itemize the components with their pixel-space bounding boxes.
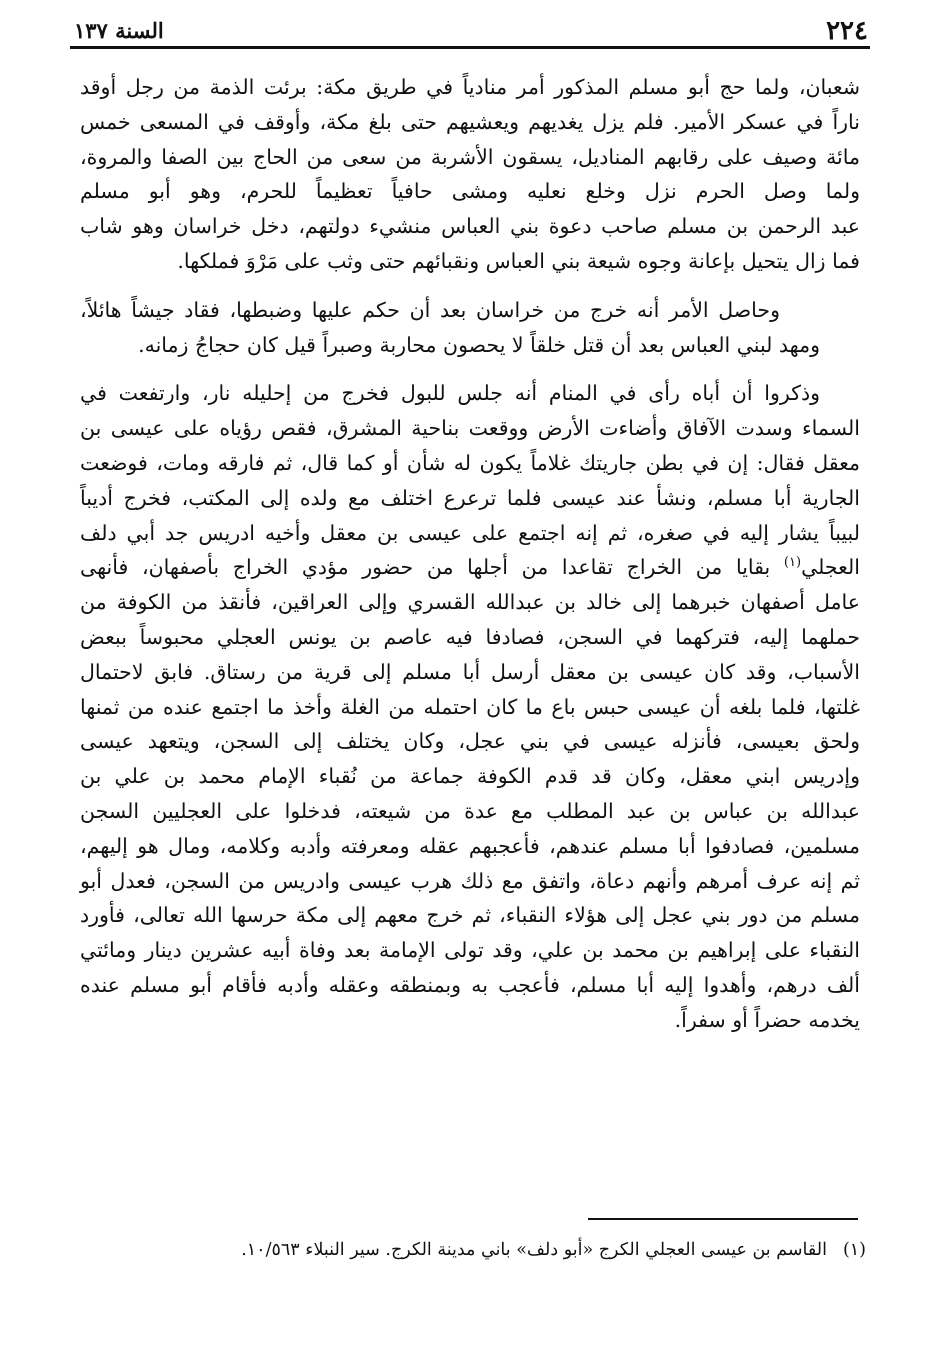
text-line: مائة وصيف على رقابهم المناديل، يسقون الأشربة من سعى من الحاج بين الصفا والمروة، xyxy=(80,144,860,169)
text-line: الأسباب، وقد كان عيسى بن معقل أرسل أبا مسلم إلى قرية من رستاق. فابق لاحتمال xyxy=(80,659,860,684)
text-line-with-footnote-ref xyxy=(80,550,860,585)
text-line: فما زال يتحيل بإعانة وجوه شيعة بني العباس ونقبائهم حتى وثب على مَرْوَ فملكها. xyxy=(177,248,860,273)
text-line: معقل فقال: إن في بطن جاريتك غلاماً يكون له شأن أو كما قال، ثم فارقه ومات، فوضعت xyxy=(80,450,860,475)
text-line: غلتها، فلما بلغه أن عيسى حبس باع ما كان احتمله من الغلة وأخذ ما اجتمع عنده من ثمنها xyxy=(80,694,860,719)
footnote-separator xyxy=(588,1218,858,1220)
text-line: ولحق بعيسى، فأنزله عيسى في بني عجل، وكان يختلف إلى السجن، ويتعهد عيسى xyxy=(80,729,860,754)
text-line: شعبان، ولما حج أبو مسلم المذكور أمر منادياً في طريق مكة: برئت الذمة من رجل أوقد xyxy=(80,75,860,99)
text-line: يخدمه حضراً أو سفراً. xyxy=(674,1007,860,1032)
text-line: وحاصل الأمر أنه خرج من خراسان بعد أن حكم عليها وضبطها، فقاد جيشاً هائلاً، xyxy=(80,297,780,322)
page-number: ٢٢٤ xyxy=(826,16,868,46)
footnote-text: القاسم بن عيسى العجلي الكرج «أبو دلف» باني مدينة الكرج. سير النبلاء ١٠/٥٦٣. xyxy=(241,1240,827,1260)
paragraph-1 xyxy=(80,70,860,279)
text-line: ومهد لبني العباس بعد أن قتل خلقاً لا يحصون محاربة وصبراً قيل كان حجاجُ زمانه. xyxy=(138,332,820,357)
text-line: ولما وصل الحرم نزل وخلع نعليه ومشى حافياً تعظيماً للحرم، وهو أبو مسلم xyxy=(80,179,860,204)
text-line: ناراً في عسكر الأمير. فلم يزل يغديهم ويعشيهم حتى بلغ مكة، وأوقف في المسعى خمس xyxy=(80,109,860,134)
text-line: حملهما إليه، فتركهما في السجن، فصادفا فيه عاصم بن يونس العجلي محبوساً ببعض xyxy=(80,624,860,649)
text-line: النقباء على إبراهيم بن محمد بن علي، وقد تولى الإمامة بعد وفاة أبيه عشرين دينار ومائتي xyxy=(80,938,860,963)
fn-line-after: بقايا من الخراج تقاعدا من أجلها من حضور مؤدي الخراج بأصفهان، فأنهى xyxy=(80,555,784,580)
text-line: الجارية أبا مسلم، ونشأ عند عيسى فلما ترعرع اختلف مع ولده إلى المكتب، فخرج أديباً xyxy=(80,485,860,510)
paragraph-3 xyxy=(80,376,860,1037)
running-head: السنة ١٣٧ xyxy=(74,18,164,43)
text-line: مسلم من دور بني عجل إلى هؤلاء النقباء، ثم خرج معهم إلى مكة حرسها الله تعالى، فأورد xyxy=(80,903,860,928)
text-line: عبد الرحمن بن مسلم صاحب دعوة بني العباس منشيء دولتهم، دخل خراسان وهو شاب xyxy=(80,214,860,239)
text-line: وذكروا أن أباه رأى في المنام أنه جلس للبول فخرج من إحليله نار، وارتفعت في xyxy=(80,381,820,406)
text-line: عبدالله بن عباس بن عبد المطلب مع عدة من شيعته، فدخلوا على العجليين السجن xyxy=(80,798,860,823)
text-line: مسلمين، فصادفوا أبا مسلم عندهم، فأعجبهم عقله ومعرفته وأدبه وكلامه، ومال هو إليهم، xyxy=(80,833,860,858)
fn-line-before: العجلي xyxy=(801,555,860,580)
footnote-reference[interactable]: (١) xyxy=(783,555,802,571)
body-text xyxy=(80,70,860,1052)
page-header xyxy=(70,12,870,49)
text-line: وإدريس ابني معقل، وكان قد قدم الكوفة جماعة من نُقباء الإمام محمد بن علي بن xyxy=(80,764,860,789)
text-line: ثم إنه عرف أمرهم وأنهم دعاة، واتفق مع ذلك هرب عيسى وادريس من السجن، فعدل أبو xyxy=(80,868,860,893)
footnote xyxy=(146,1236,866,1264)
paragraph-2 xyxy=(80,293,860,363)
text-line: لبيباً يشار إليه في صغره، ثم إنه اجتمع على عيسى بن معقل وأخيه ادريس جد أبي دلف xyxy=(80,520,860,545)
text-line: ألف درهم، وأهدوا إليه أبا مسلم، فأعجب به وبمنطقه وعقله وأدبه فأقام أبو مسلم عنده xyxy=(80,972,860,997)
text-line: السماء وسدت الآفاق وأضاءت الأرض ووقعت بناحية المشرق، فقص رؤياه على عيسى بن xyxy=(80,416,860,441)
footnote-marker: (١) xyxy=(842,1240,866,1260)
text-line: عامل أصفهان خبرهما إلى خالد بن عبدالله القسري وإلى العراقين، فأنقذ من الكوفة من xyxy=(80,590,860,615)
